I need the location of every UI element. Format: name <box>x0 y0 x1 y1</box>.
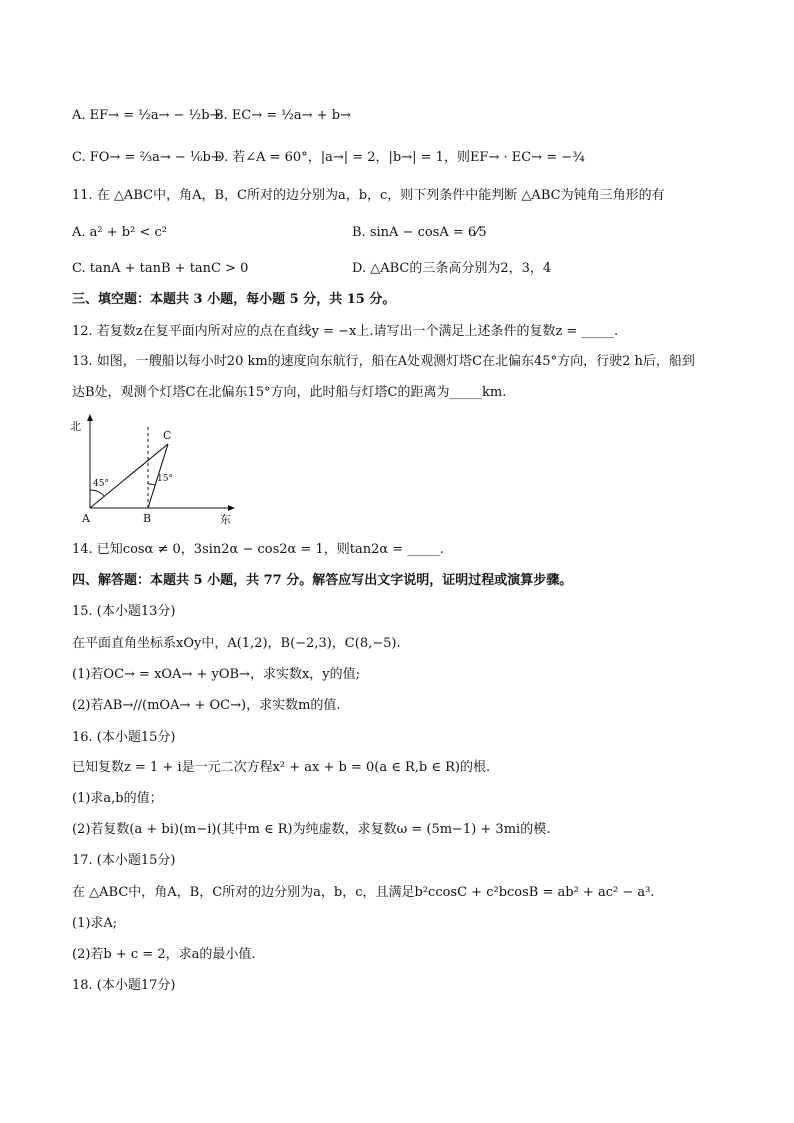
q13-line-1: 13. 如图，一艘船以每小时20 km的速度向东航行，船在A处观测灯塔C在北偏东45°方向，行驶2 h后，船到 <box>72 354 695 369</box>
q17-part-1: (1)求A; <box>72 916 118 931</box>
north-arrow-icon <box>87 414 93 421</box>
q17-header: 17. (本小题15分) <box>72 853 176 868</box>
q15-part-1: (1)若OC→ = xOA→ + yOB→，求实数x，y的值; <box>72 667 360 682</box>
q11-option-a: A. a² + b² < c² <box>72 225 167 240</box>
q15-stem: 在平面直角坐标系xOy中，A(1,2)，B(−2,3)，C(8,−5). <box>72 636 401 651</box>
section-answer-questions: 四、解答题：本题共 5 小题，共 77 分。解答应写出文字说明，证明过程或演算步骤。 <box>72 573 573 588</box>
q18-header: 18. (本小题17分) <box>72 978 176 993</box>
point-a-label: A <box>82 512 90 525</box>
q11-option-b: B. sinA − cosA = 6⁄5 <box>352 225 487 240</box>
q16-header: 16. (本小题15分) <box>72 730 176 745</box>
q10-option-a: A. EF→ = ½a→ − ½b→ <box>72 108 221 123</box>
q13-figure <box>60 410 260 530</box>
q17-stem: 在 △ABC中，角A，B，C所对的边分别为a，b，c，且满足b²ccosC + c²bcosB = ab² + ac² − a³. <box>72 885 655 900</box>
q17-part-2: (2)若b + c = 2，求a的最小值. <box>72 947 256 962</box>
angle-45-arc <box>90 490 104 496</box>
east-label: 东 <box>220 513 231 526</box>
q15-part-2: (2)若AB→//(mOA→ + OC→)，求实数m的值. <box>72 698 341 713</box>
q11-stem: 11. 在 △ABC中，角A，B，C所对的边分别为a，b，c，则下列条件中能判断 △ABC为钝角三角形的有 <box>72 188 665 203</box>
section-fill-in-blank: 三、填空题：本题共 3 小题，每小题 5 分，共 15 分。 <box>72 292 396 307</box>
q13-line-2: 达B处，观测个灯塔C在北偏东15°方向，此时船与灯塔C的距离为_____km. <box>72 385 507 400</box>
point-b-label: B <box>143 512 152 525</box>
q11-option-c: C. tanA + tanB + tanC > 0 <box>72 261 249 276</box>
east-arrow-icon <box>228 505 235 511</box>
q11-option-d: D. △ABC的三条高分别为2，3，4 <box>352 261 552 276</box>
q14-stem: 14. 已知cosα ≠ 0，3sin2α − cos2α = 1，则tan2α = _____. <box>72 542 444 557</box>
point-c-label: C <box>163 429 172 442</box>
angle-15-arc <box>148 484 155 485</box>
q16-part-2: (2)若复数(a + bi)(m−i)(其中m ∈ R)为纯虚数，求复数ω = (5m−1) + 3mi的模. <box>72 822 551 837</box>
angle-45-label: 45° <box>93 479 109 489</box>
q16-part-1: (1)求a,b的值； <box>72 791 163 806</box>
q15-header: 15. (本小题13分) <box>72 604 176 619</box>
q10-option-c: C. FO→ = ⅔a→ − ⅙b→ <box>72 150 222 165</box>
angle-15-label: 15° <box>157 474 173 484</box>
north-label: 北 <box>70 420 81 433</box>
q10-option-d: D. 若∠A = 60°，|a→| = 2，|b→| = 1，则EF→ · EC→ = −¾ <box>214 150 585 165</box>
q16-stem: 已知复数z = 1 + i是一元二次方程x² + ax + b = 0(a ∈ R,b ∈ R)的根. <box>72 760 491 775</box>
q12-stem: 12. 若复数z在复平面内所对应的点在直线y = −x上.请写出一个满足上述条件的复数z = _____. <box>72 324 619 339</box>
q10-option-b: B. EC→ = ½a→ + b→ <box>214 108 351 123</box>
